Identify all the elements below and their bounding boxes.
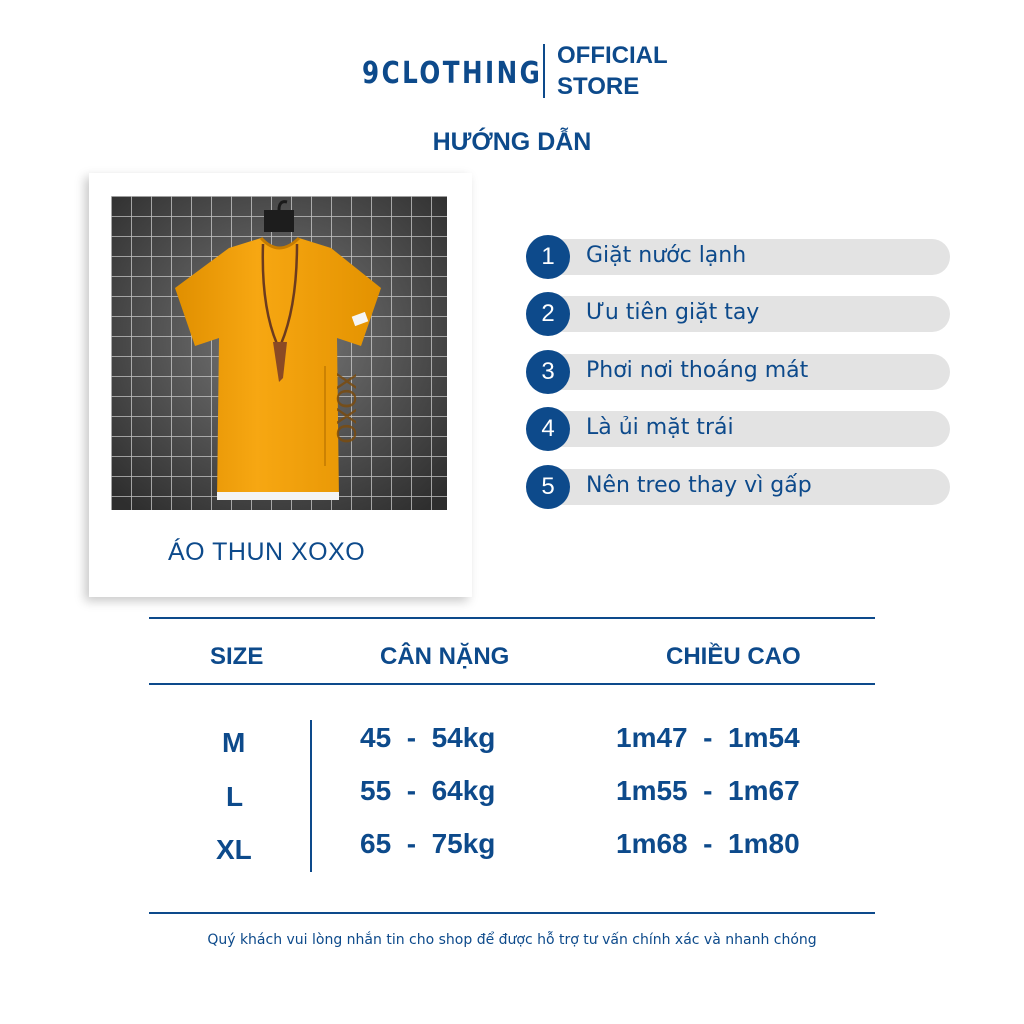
step-number-badge: 5 xyxy=(526,465,570,509)
table-top-rule xyxy=(149,617,875,619)
brand-logo: 9CLOTHING xyxy=(362,56,543,91)
footnote: Quý khách vui lòng nhắn tin cho shop để được hỗ trợ tư vấn chính xác và nhanh chóng xyxy=(207,932,817,948)
table-column-divider xyxy=(310,720,312,872)
tshirt-photo-illustration xyxy=(111,196,447,510)
size-column-header: SIZE xyxy=(210,643,264,670)
care-step xyxy=(526,237,950,277)
official-label: OFFICIAL xyxy=(557,42,668,69)
care-step xyxy=(526,467,950,507)
step-number-badge: 2 xyxy=(526,292,570,336)
table-header-rule xyxy=(149,683,875,685)
height-cell: 1m55 - 1m67 xyxy=(616,775,800,806)
product-photo xyxy=(111,196,447,510)
store-label: STORE xyxy=(557,73,640,100)
size-cell: L xyxy=(226,781,244,812)
care-step xyxy=(526,294,950,334)
product-name: ÁO THUN XOXO xyxy=(168,538,366,566)
step-label: Nên treo thay vì gấp xyxy=(586,473,812,498)
step-label: Phơi nơi thoáng mát xyxy=(586,358,809,383)
height-cell: 1m68 - 1m80 xyxy=(616,828,800,859)
weight-cell: 55 - 64kg xyxy=(360,775,496,806)
step-number-badge: 4 xyxy=(526,407,570,451)
table-bottom-rule xyxy=(149,912,875,914)
weight-cell: 45 - 54kg xyxy=(360,722,496,753)
official-store-label xyxy=(557,40,668,102)
svg-text:XOXO: XOXO xyxy=(330,372,360,444)
size-cell: M xyxy=(222,727,246,758)
care-step xyxy=(526,352,950,392)
step-label: Là ủi mặt trái xyxy=(586,415,734,440)
step-number-badge: 1 xyxy=(526,235,570,279)
care-step xyxy=(526,409,950,449)
size-cell: XL xyxy=(216,834,252,865)
step-label: Ưu tiên giặt tay xyxy=(586,300,760,325)
weight-cell: 65 - 75kg xyxy=(360,828,496,859)
header-divider xyxy=(543,44,545,98)
step-label: Giặt nước lạnh xyxy=(586,243,747,268)
weight-column-header: CÂN NẶNG xyxy=(380,643,510,670)
step-number-badge: 3 xyxy=(526,350,570,394)
height-column-header: CHIỀU CAO xyxy=(666,643,801,670)
height-cell: 1m47 - 1m54 xyxy=(616,722,800,753)
guide-title: HƯỚNG DẪN xyxy=(432,128,592,156)
